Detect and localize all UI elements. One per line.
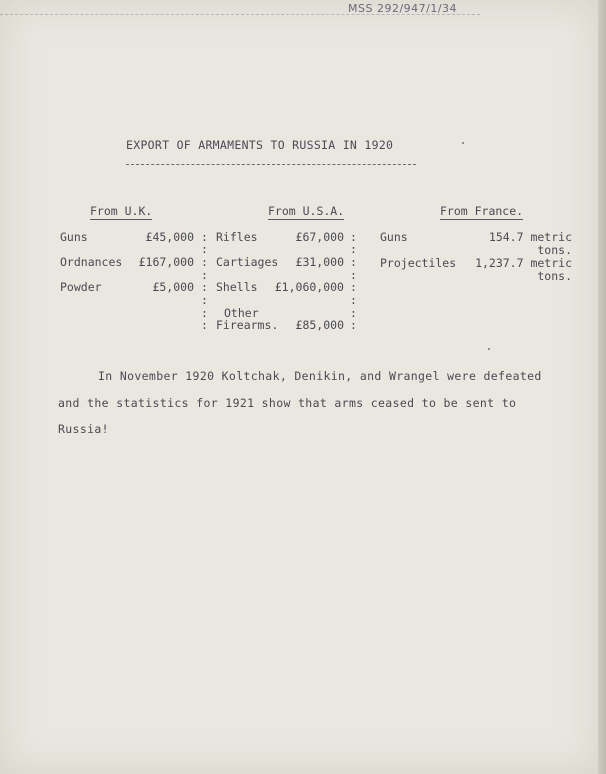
uk-item: Ordnances: [60, 255, 123, 269]
usa-item: Rifles: [216, 230, 258, 244]
france-item: Projectiles: [380, 256, 457, 270]
paragraph-line: In November 1920 Koltchak, Denikin, and Wrangel were defeated: [98, 369, 542, 383]
usa-value: £31,000: [295, 255, 344, 269]
uk-value: £167,000: [138, 255, 194, 269]
uk-value: £5,000: [152, 280, 194, 294]
usa-item: Other: [224, 306, 259, 320]
uk-value: £45,000: [145, 230, 194, 244]
page-edge: [598, 0, 606, 774]
paragraph-line: Russia!: [58, 422, 109, 436]
paragraph-line: and the statistics for 1921 show that arms ceased to be sent to: [58, 396, 517, 410]
title-underline: [126, 164, 416, 165]
france-unit: tons.: [537, 269, 572, 283]
usa-value: £67,000: [295, 230, 344, 244]
usa-value: £1,060,000: [274, 280, 344, 294]
archive-reference: MSS 292/947/1/34: [348, 2, 458, 15]
paper-speck: [488, 348, 490, 350]
uk-item: Powder: [60, 280, 102, 294]
paper-speck: [462, 142, 464, 144]
document-title: EXPORT OF ARMAMENTS TO RUSSIA IN 1920: [126, 138, 394, 152]
france-item: Guns: [380, 230, 408, 244]
france-value: 154.7 metric: [488, 230, 572, 244]
header-uk: From U.K.: [90, 204, 153, 218]
usa-item: Shells: [216, 280, 258, 294]
usa-item: Firearms.: [216, 318, 279, 332]
usa-item: Cartiages: [216, 255, 279, 269]
france-unit: tons.: [537, 243, 572, 257]
uk-item: Guns: [60, 230, 88, 244]
header-usa: From U.S.A.: [268, 204, 345, 218]
france-value: 1,237.7 metric: [475, 256, 572, 270]
usa-value: £85,000: [295, 318, 344, 332]
header-france: From France.: [440, 204, 524, 218]
